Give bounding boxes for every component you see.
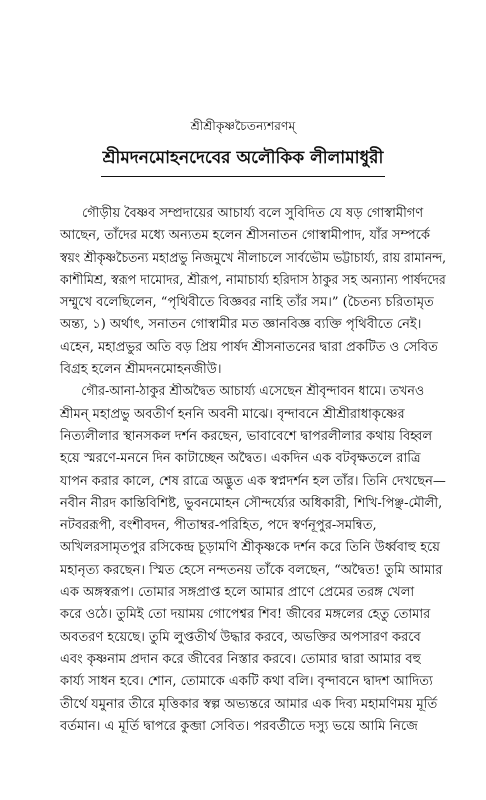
- chapter-title-text: শ্রীমদনমোহনদেবের অলৌকিক লীলামাধুরী: [101, 145, 386, 177]
- text-line: গৌড়ীয় বৈষ্ণব সম্প্রদায়ের আচার্য্য বলে সুবিদিত যে ষড় গোস্বামীগণ: [82, 206, 424, 221]
- text-line: হয়ে স্মরণে-মননে দিন কাটাচ্ছেন অদ্বৈত। একদিন এক বটবৃক্ষতলে রাত্রি: [60, 451, 421, 467]
- text-line: এবং কৃষ্ণনাম প্রদান করে জীবের নিস্তার করবে। তোমার দ্বারা আমার বহু: [60, 651, 421, 667]
- paragraph-2: [60, 381, 446, 738]
- text-line: গৌর-আনা-ঠাকুর শ্রীঅদ্বৈত আচার্য্য এসেছেন শ্রীবৃন্দাবন ধামে। তখনও: [81, 384, 425, 400]
- text-line: যাপন করার কালে, শেষ রাত্রে অদ্ভুত এক স্বপ্নদর্শন হল তাঁর। তিনি দেখছেন—: [60, 473, 446, 489]
- paragraph-1: [60, 203, 446, 381]
- text-line: নটবররূপী, বংশীবদন, পীতাম্বর-পরিহিত, পদে স্বর্ণনূপুর-সমন্বিত,: [60, 518, 377, 534]
- text-line: অখিলরসামৃতপুর রসিকেন্দ্র চূড়ামণি শ্রীকৃষ্ণকে দর্শন করে তিনি উর্ধ্ববাহু হয়ে: [60, 540, 440, 556]
- text-line: সম্মুখে বলেছিলেন, “পৃথিবীতে বিজ্ঞবর নাহি তাঁর সম।” (চৈতন্য চরিতামৃত: [60, 295, 434, 311]
- text-line: অবতরণ হয়েছে। তুমি লুপ্ততীর্থ উদ্ধার করবে, অভক্তির অপসারণ করবে: [60, 629, 421, 645]
- text-line: তীর্থে যমুনার তীরে মৃত্তিকার স্বল্প অভ্যন্তরে আমার এক দিব্য মহামণিময় মূর্তি: [60, 696, 438, 712]
- text-line: এক অঙ্গস্বরূপ। তোমার সঙ্গপ্রাপ্ত হলে আমার প্রাণে প্রেমের তরঙ্গ খেলা: [60, 585, 415, 601]
- text-line: এহেন, মহাপ্রভুর অতি বড় প্রিয় পার্ষদ শ্রীসনাতনের দ্বারা প্রকটিত ও সেবিত: [60, 339, 438, 355]
- body-text: [60, 203, 446, 738]
- text-line: কার্য্য সাধন হবে। শোন, তোমাকে একটি কথা বলি। বৃন্দাবনে দ্বাদশ আদিত্য: [60, 674, 433, 690]
- text-line: করে ওঠে। তুমিই তো দয়াময় গোপেশ্বর শিব! জীবের মঙ্গলের হেতু তোমার: [60, 607, 431, 623]
- text-line: বিগ্রহ হলেন শ্রীমদনমোহনজীউ।: [60, 362, 222, 378]
- text-line: শ্রীমন্ মহাপ্রভু অবতীর্ণ হননি অবনী মাঝে। বৃন্দাবনে শ্রীশ্রীরাধাকৃষ্ণের: [60, 406, 405, 422]
- page-header: শ্রীশ্রীকৃষ্ণচৈতন্যশরণম্: [190, 119, 296, 133]
- text-line: নবীন নীরদ কান্তিবিশিষ্ট, ভুবনমোহন সৌন্দর্য্যের অধিকারী, শিখি-পিঞ্ছ-মৌলী,: [60, 495, 443, 511]
- text-line: আছেন, তাঁদের মধ্যে অন্যতম হলেন শ্রীসনাতন গোস্বামীপাদ, যাঁর সম্পর্কে: [60, 228, 430, 244]
- text-line: বর্তমান। এ মূর্তি দ্বাপরে কুব্জা সেবিত। পরবর্তীতে দস্যু ভয়ে আমি নিজে: [60, 718, 418, 734]
- text-line: স্বয়ং শ্রীকৃষ্ণচৈতন্য মহাপ্রভু নিজমুখে নীলাচলে সার্বভৌম ভট্টাচার্য্য, রায় রামানন্দ,: [60, 250, 447, 266]
- text-line: অন্ত্য, ১) অর্থাৎ, সনাতন গোস্বামীর মত জ্ঞানবিজ্ঞ ব্যক্তি পৃথিবীতে নেই।: [60, 317, 422, 333]
- text-line: মহানৃত্য করছেন। স্মিত হেসে নন্দতনয় তাঁকে বলছেন, “অদ্বৈত! তুমি আমার: [60, 562, 443, 578]
- chapter-title: [0, 145, 486, 177]
- text-line: নিত্যলীলার স্থানসকল দর্শন করছেন, ভাবাবেশে দ্বাপরলীলার কথায় বিহ্বল: [60, 428, 433, 444]
- text-line: কাশীমিশ্র, স্বরূপ দামোদর, শ্রীরূপ, নামাচার্য্য হরিদাস ঠাকুর সহ অন্যান্য পার্ষদদের: [60, 272, 446, 288]
